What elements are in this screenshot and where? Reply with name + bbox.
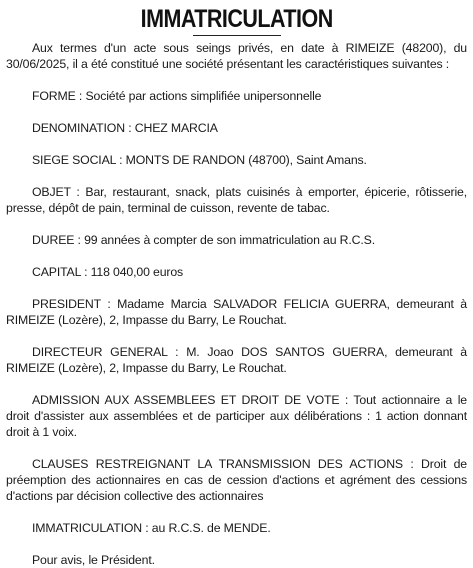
objet-paragraph: OBJET : Bar, restaurant, snack, plats cuisinés à emporter, épicerie, rôtisserie, presse, dépôt de pain, terminal de cuisson, revente de tabac. [6,185,467,215]
signature-paragraph: Pour avis, le Président. [32,553,155,567]
admission-paragraph: ADMISSION AUX ASSEMBLEES ET DROIT DE VOTE : Tout actionnaire a le droit d'assister aux assemblées et de participer aux délibérations : 1 action donnant droit à 1 voix. [6,393,467,439]
forme-paragraph: FORME : Société par actions simplifiée unipersonnelle [32,89,322,103]
immatriculation-paragraph: IMMATRICULATION : au R.C.S. de MENDE. [32,521,271,535]
capital-paragraph: CAPITAL : 118 040,00 euros [32,265,184,279]
clauses-paragraph: CLAUSES RESTREIGNANT LA TRANSMISSION DES ACTIONS : Droit de préemption des actionnaires en cas de cession d'actions et agrément des cessions d'actions par décision collective des actionnaires [6,457,467,503]
siege-social-paragraph: SIEGE SOCIAL : MONTS DE RANDON (48700), Saint Amans. [32,153,367,167]
title-underline [193,35,281,36]
notice-title: IMMATRICULATION [140,5,333,33]
legal-notice [6,4,467,568]
duree-paragraph: DUREE : 99 années à compter de son immatriculation au R.C.S. [32,233,375,247]
title-block [6,4,467,34]
intro-paragraph: Aux termes d'un acte sous seings privés, en date à RIMEIZE (48200), du 30/06/2025, il a été constitué une société présentant les caractéristiques suivantes : [6,41,467,71]
directeur-general-paragraph: DIRECTEUR GENERAL : M. Joao DOS SANTOS GUERRA, demeurant à RIMEIZE (Lozère), 2, Impasse du Barry, Le Rouchat. [6,345,467,375]
denomination-paragraph: DENOMINATION : CHEZ MARCIA [32,121,218,135]
president-paragraph: PRESIDENT : Madame Marcia SALVADOR FELICIA GUERRA, demeurant à RIMEIZE (Lozère), 2, Impasse du Barry, Le Rouchat. [6,297,467,327]
